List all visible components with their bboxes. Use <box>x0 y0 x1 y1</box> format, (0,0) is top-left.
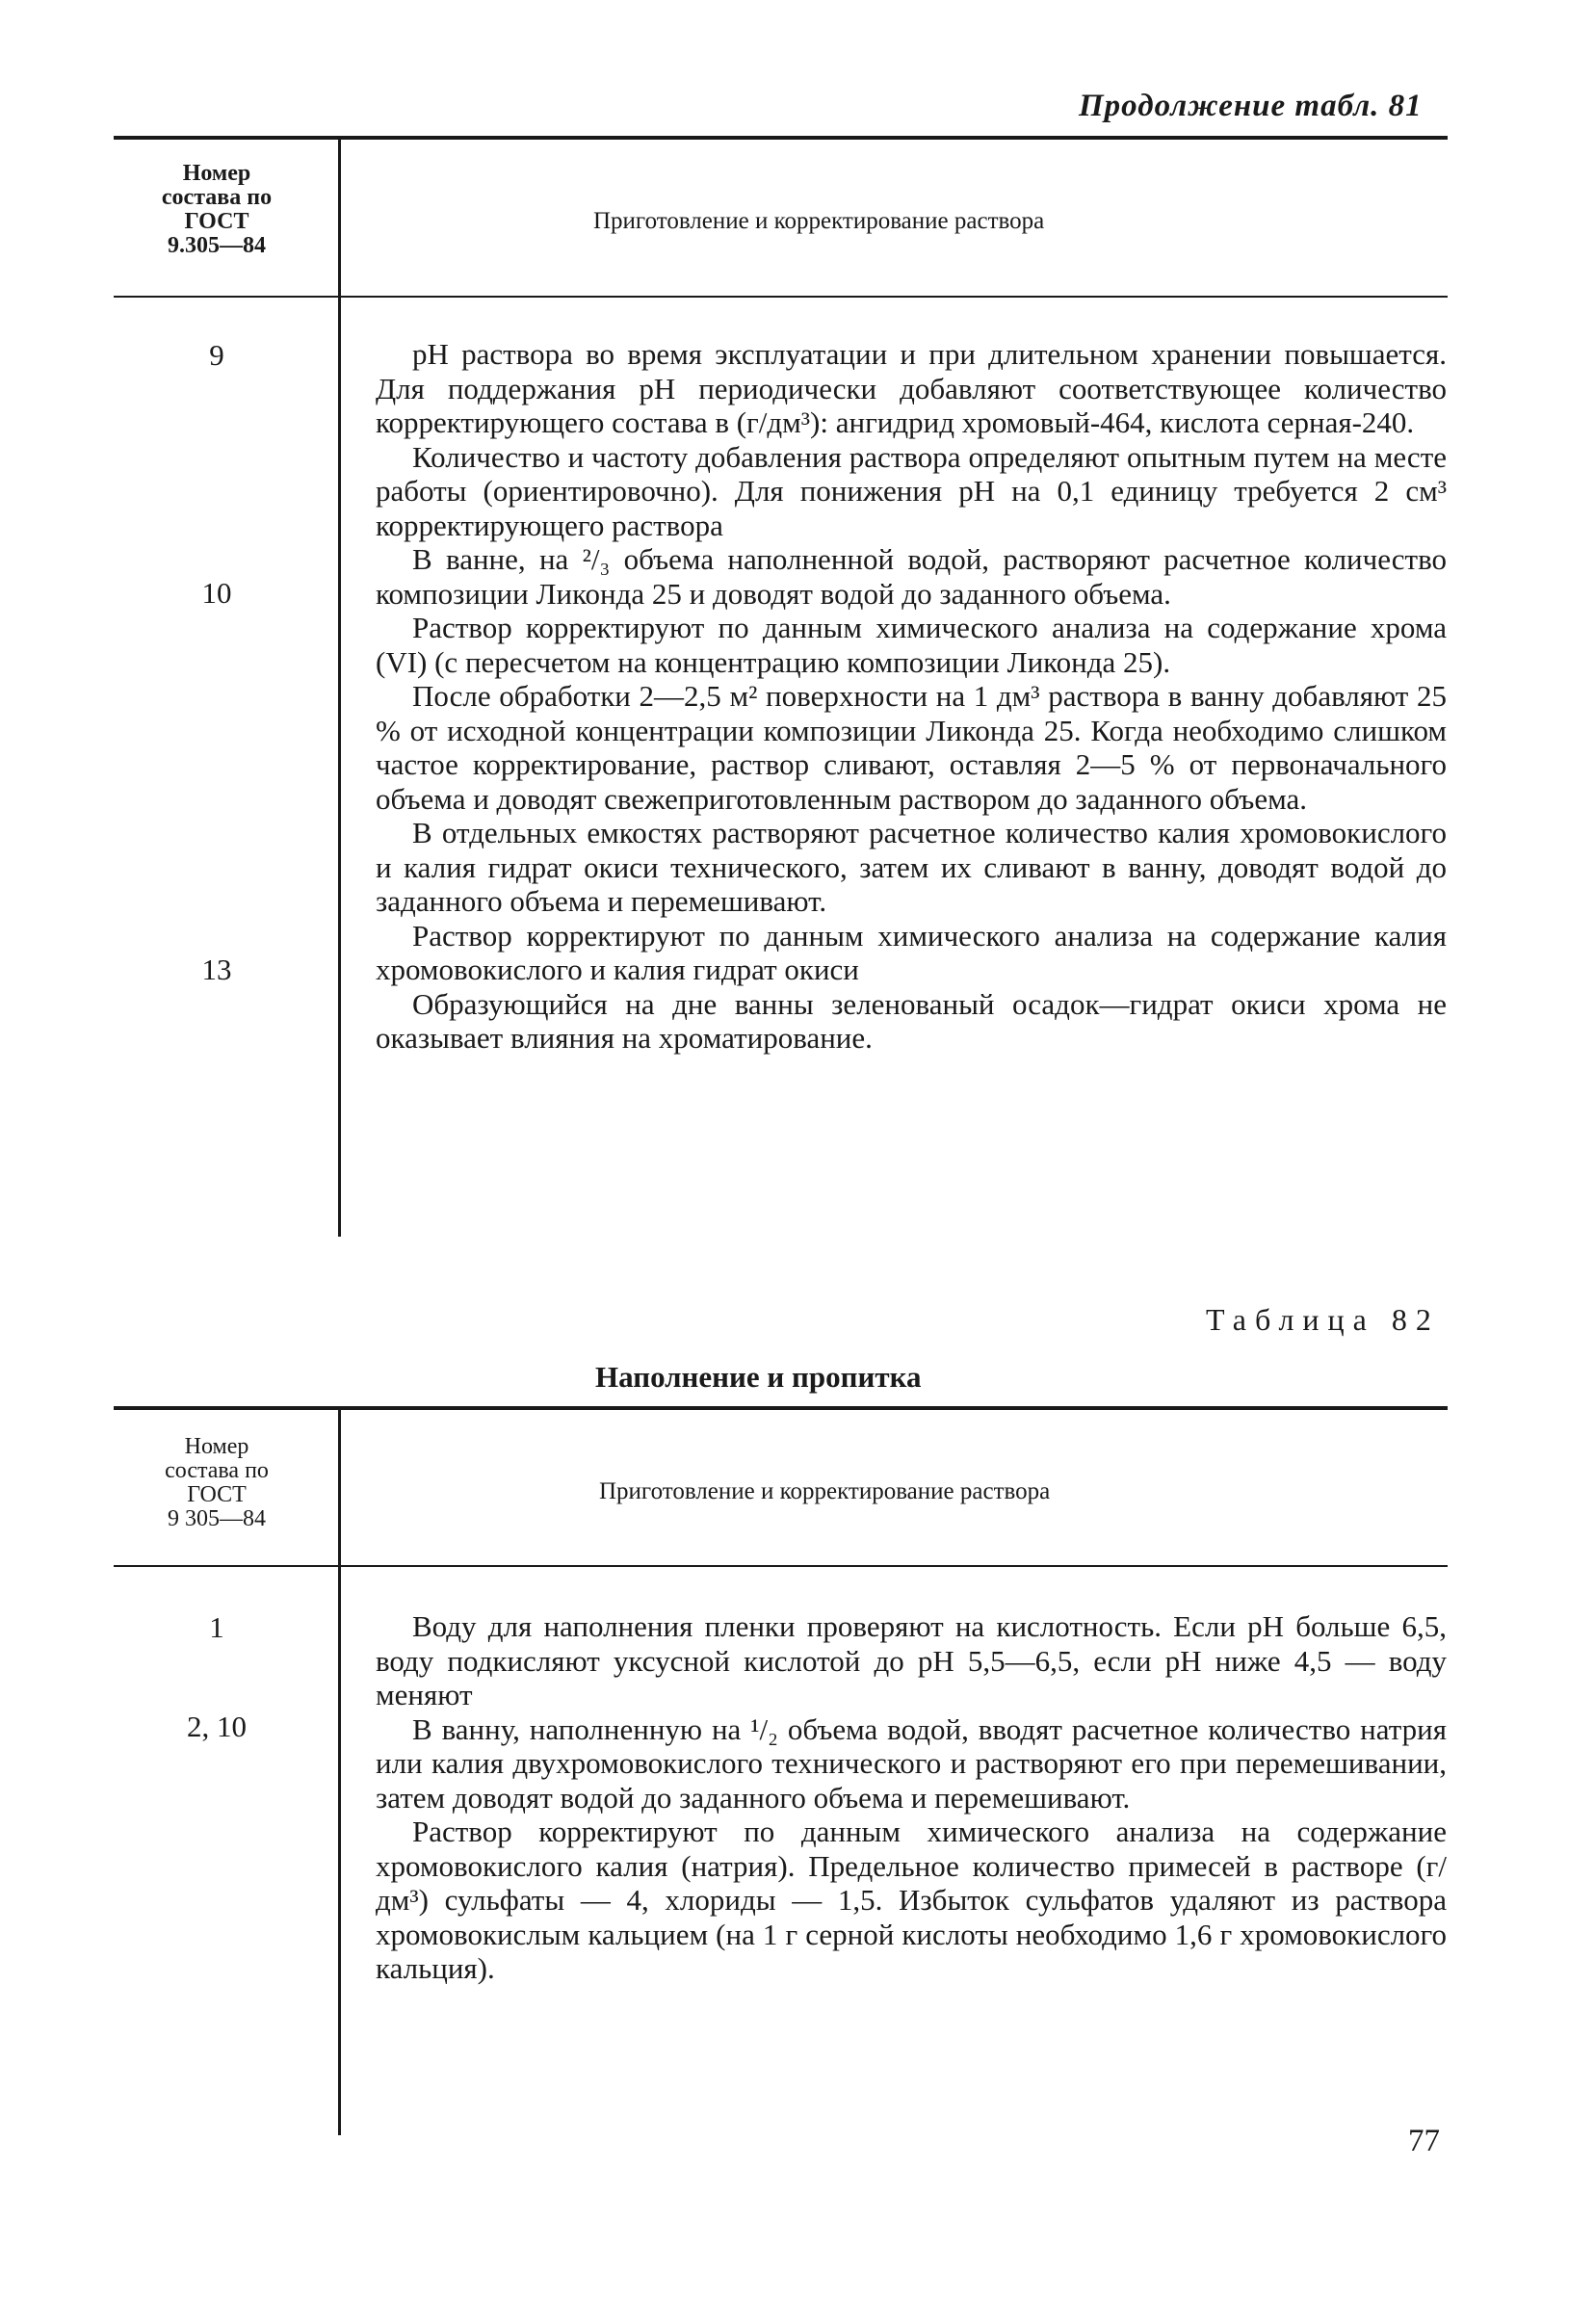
table-82-body-text <box>376 1609 1447 1986</box>
body-column-divider <box>338 298 341 1237</box>
row-number: 1 <box>209 1610 224 1644</box>
paragraph: Раствор корректируют по данным химического анализа на содержание хромовокислого калия (натрия). Предельное количество примесей в растворе (г/дм³) сульфаты — 4, хлориды — 1,5. Избыток сульфатов удаляют из раствора хромовокислым кальцием (на 1 г серной кислоты необходимо 1,6 г хромовокислого кальция). <box>376 1815 1447 1985</box>
page-number: 77 <box>1408 2124 1440 2158</box>
paragraph: рН раствора во время эксплуатации и при длительном хранении повышается. Для поддержания рН периодически добавляют соответствующее количество корректирующего состава в (г/дм³): ангидрид хромовый-464, кислота серная-240. <box>376 337 1447 439</box>
row-number: 2, 10 <box>187 1710 247 1743</box>
table-top-rule <box>114 136 1448 140</box>
table-top-rule <box>114 1406 1448 1410</box>
header-line: Номер <box>182 161 251 186</box>
paragraph: После обработки 2—2,5 м² поверхности на 1 дм³ раствора в ванну добавляют 25 % от исходной концентрации композиции Ликонда 25. Когда необходимо слишком частое корректирование, раствор сливают, оставляя 2—5 % от первоначального объема и доводят свежеприготовленным раствором до заданного объема. <box>376 679 1447 816</box>
header-number-column <box>120 162 313 258</box>
paragraph: Раствор корректируют по данным химического анализа на содержание калия хромовокислого и калия гидрат окиси <box>376 918 1447 986</box>
table-label: Таблица 82 <box>1206 1302 1440 1337</box>
continuation-caption: Продолжение табл. 81 <box>1079 89 1423 123</box>
header-line: 9 305—84 <box>168 1506 266 1531</box>
row-number: 10 <box>201 576 232 610</box>
body-column-divider <box>338 1567 341 2135</box>
header-bottom-rule <box>114 296 1448 298</box>
header-column-divider <box>338 140 341 296</box>
header-line: ГОСТ <box>184 209 249 234</box>
paragraph: В ванне, на ²/₃ объема наполненной водой, растворяют расчетное количество композиции Ликонда 25 и доводят водой до заданного объема. <box>376 542 1447 611</box>
header-line: ГОСТ <box>187 1482 247 1507</box>
paragraph: Образующийся на дне ванны зеленованый осадок—гидрат окиси хрома не оказывает влияния на хроматирование. <box>376 986 1447 1055</box>
paragraph: Количество и частоту добавления раствора определяют опытным путем на месте работы (ориентировочно). Для понижения рН на 0,1 единицу требуется 2 см³ корректирующего раствора <box>376 439 1447 542</box>
header-bottom-rule <box>114 1565 1448 1567</box>
header-number-column <box>120 1435 313 1531</box>
header-line: состава по <box>161 185 273 210</box>
table-title: Наполнение и пропитка <box>595 1360 922 1394</box>
table-81-body-text <box>376 337 1447 1056</box>
header-line: Номер <box>184 1434 249 1459</box>
header-line: 9.305—84 <box>168 233 266 258</box>
paragraph: В отдельных емкостях растворяют расчетное количество калия хромовокислого и калия гидрат окиси технического, затем их сливают в ванну, доводят водой до заданного объема и перемешивают. <box>376 816 1447 918</box>
header-column-divider <box>338 1410 341 1565</box>
header-preparation-column: Приготовление и корректирование раствора <box>593 208 1045 234</box>
paragraph: Раствор корректируют по данным химического анализа на содержание хрома (VI) (с пересчетом на концентрацию композиции Ликонда 25). <box>376 611 1447 679</box>
header-preparation-column: Приготовление и корректирование раствора <box>599 1478 1051 1504</box>
paragraph: Воду для наполнения пленки проверяют на кислотность. Если рН больше 6,5, воду подкисляют уксусной кислотой до рН 5,5—6,5, если рН ниже 4,5 — воду меняют <box>376 1609 1447 1711</box>
row-number: 13 <box>201 953 232 986</box>
row-number: 9 <box>209 338 224 372</box>
paragraph: В ванну, наполненную на ¹/₂ объема водой, вводят расчетное количество натрия или калия двухромовокислого технического и растворяют его при перемешивании, затем доводят водой до заданного объема и перемешивают. <box>376 1711 1447 1815</box>
header-line: состава по <box>165 1458 269 1483</box>
